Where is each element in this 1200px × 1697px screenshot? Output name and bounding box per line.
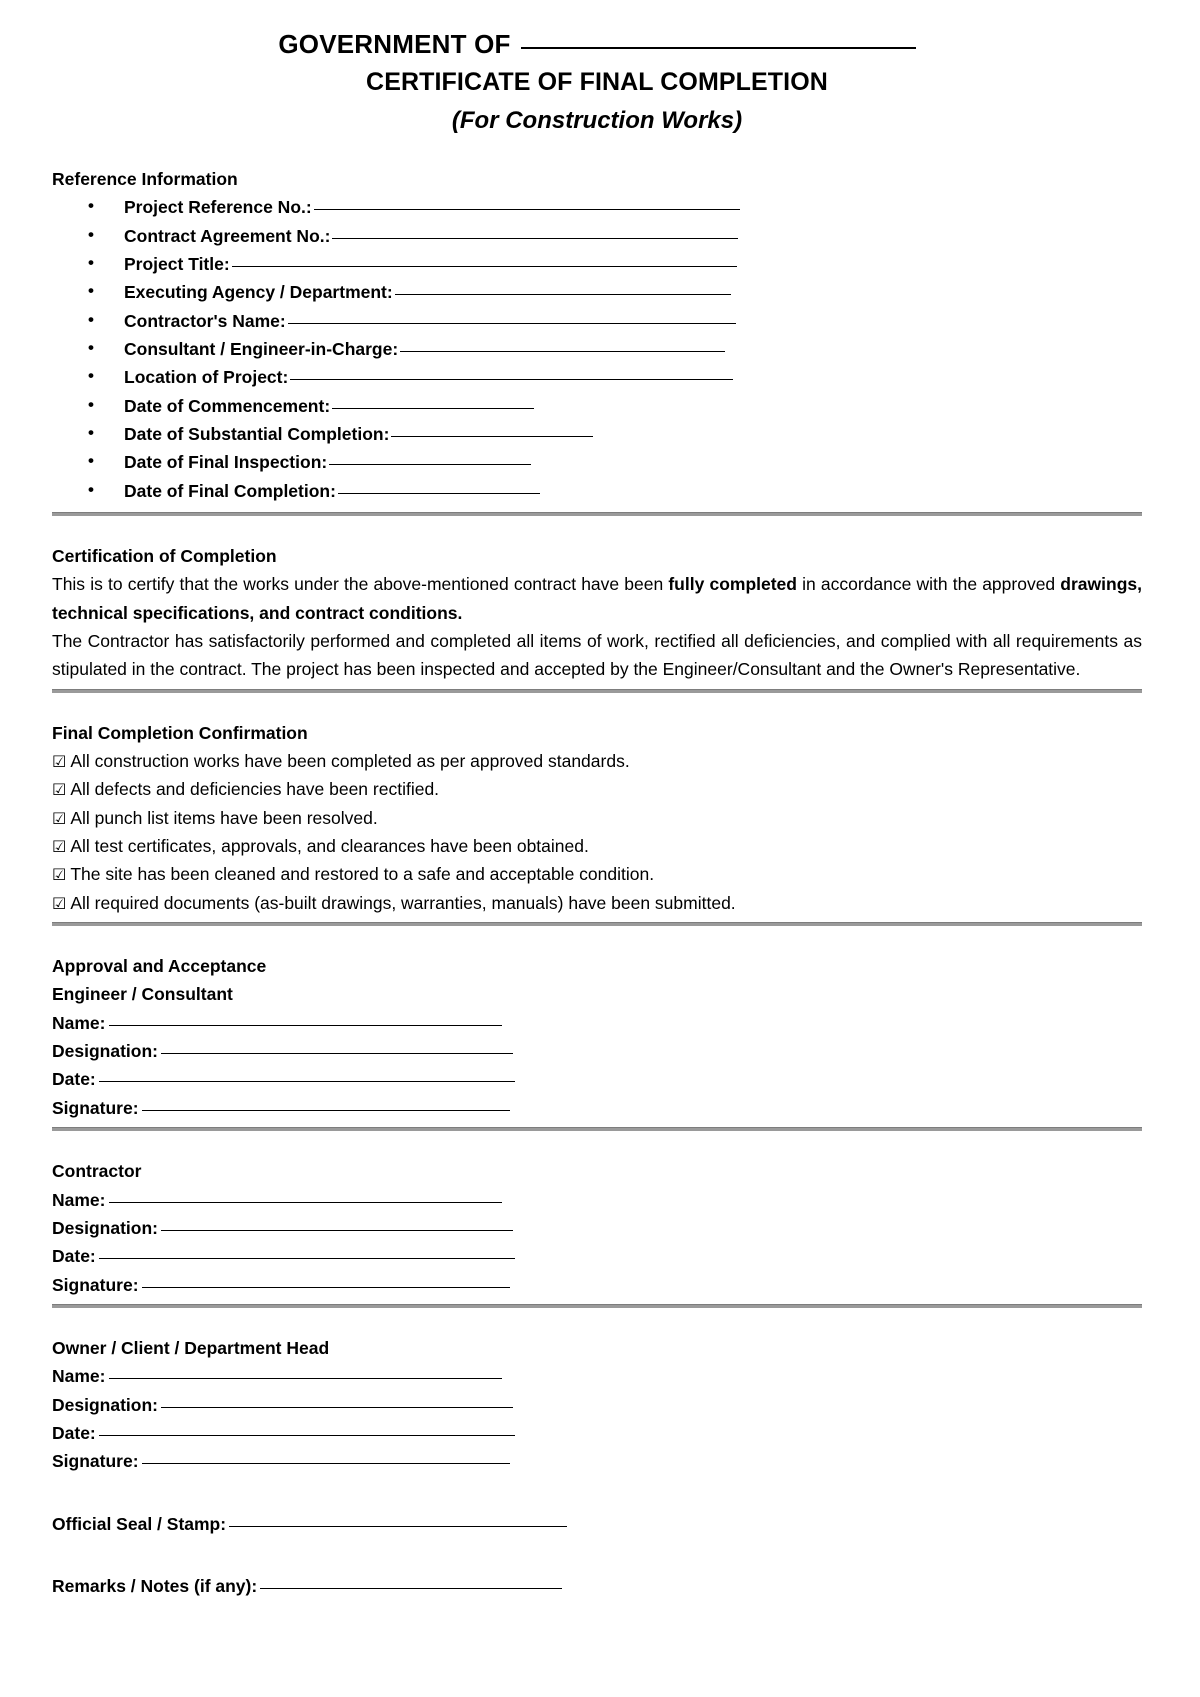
approval-block bbox=[52, 980, 1142, 1122]
reference-item-blank[interactable] bbox=[290, 379, 733, 380]
confirmation-checklist-item[interactable] bbox=[52, 775, 1142, 803]
approval-field-blank[interactable] bbox=[109, 1025, 502, 1026]
page-subtitle: (For Construction Works) bbox=[451, 106, 743, 134]
approval-field-label: Signature: bbox=[52, 1097, 139, 1118]
approval-field-row bbox=[52, 1065, 1142, 1093]
certification-heading: Certification of Completion bbox=[52, 545, 277, 566]
confirmation-checklist-label: The site has been cleaned and restored to a safe and acceptable condition. bbox=[70, 864, 655, 885]
approval-field-label: Designation: bbox=[52, 1394, 158, 1415]
approval-field-row bbox=[52, 1271, 1142, 1299]
approval-field-row bbox=[52, 1362, 1142, 1390]
reference-information-list bbox=[52, 193, 1142, 505]
approval-field-label: Name: bbox=[52, 1366, 106, 1387]
spacer bbox=[52, 693, 1142, 719]
checked-checkbox-icon[interactable]: ☑ bbox=[52, 893, 67, 913]
confirmation-checklist bbox=[52, 747, 1142, 917]
reference-item-label: Location of Project: bbox=[124, 367, 289, 388]
reference-item bbox=[52, 420, 1142, 448]
spacer bbox=[52, 1308, 1142, 1334]
reference-item-label: Date of Commencement: bbox=[124, 395, 331, 416]
certification-section bbox=[52, 542, 1142, 684]
spacer bbox=[52, 516, 1142, 542]
spacer bbox=[52, 505, 1142, 512]
confirmation-checklist-label: All test certificates, approvals, and clearances have been obtained. bbox=[70, 836, 589, 857]
reference-item-label: Date of Final Completion: bbox=[124, 480, 336, 501]
approval-field-label: Signature: bbox=[52, 1274, 139, 1295]
cert-text-2: in accordance with the approved bbox=[796, 574, 1061, 595]
official-seal-blank[interactable] bbox=[229, 1526, 567, 1527]
approval-block-role: Engineer / Consultant bbox=[52, 984, 233, 1005]
reference-item-blank[interactable] bbox=[332, 408, 534, 409]
reference-item-blank[interactable] bbox=[391, 436, 593, 437]
confirmation-checklist-label: All punch list items have been resolved. bbox=[70, 807, 378, 828]
remarks-notes-label: Remarks / Notes (if any): bbox=[52, 1575, 258, 1596]
certification-paragraph-1 bbox=[52, 570, 1142, 627]
spacer bbox=[52, 926, 1142, 952]
reference-item bbox=[52, 307, 1142, 335]
page-title: CERTIFICATE OF FINAL COMPLETION bbox=[366, 67, 828, 96]
approval-field-row bbox=[52, 1037, 1142, 1065]
reference-item-blank[interactable] bbox=[338, 493, 540, 494]
reference-item bbox=[52, 363, 1142, 391]
certification-paragraph-2: The Contractor has satisfactorily performed and completed all items of work, rectified all deficiencies, and complied with all requirements as stipulated in the contract. The project has been inspected and accepted by the Engineer/Consultant and the Owner's Representative. bbox=[52, 631, 1142, 680]
approval-block-role: Owner / Client / Department Head bbox=[52, 1337, 330, 1358]
reference-item-label: Contractor's Name: bbox=[124, 310, 286, 331]
confirmation-checklist-item[interactable] bbox=[52, 747, 1142, 775]
approval-field-row bbox=[52, 1214, 1142, 1242]
page-title-government bbox=[52, 26, 1142, 63]
approval-field-row bbox=[52, 1009, 1142, 1037]
approval-field-label: Date: bbox=[52, 1246, 96, 1267]
approval-blocks-container bbox=[52, 980, 1142, 1475]
reference-item-label: Project Reference No.: bbox=[124, 197, 312, 218]
reference-item-blank[interactable] bbox=[400, 351, 725, 352]
checked-checkbox-icon[interactable]: ☑ bbox=[52, 837, 67, 857]
approval-field-label: Name: bbox=[52, 1012, 106, 1033]
spacer bbox=[52, 1476, 1142, 1510]
approval-field-blank[interactable] bbox=[99, 1258, 515, 1259]
approval-field-blank[interactable] bbox=[142, 1463, 510, 1464]
reference-item bbox=[52, 448, 1142, 476]
checked-checkbox-icon[interactable]: ☑ bbox=[52, 780, 67, 800]
reference-item-label: Project Title: bbox=[124, 253, 230, 274]
reference-item-label: Date of Final Inspection: bbox=[124, 452, 328, 473]
reference-item-label: Executing Agency / Department: bbox=[124, 282, 393, 303]
government-name-blank bbox=[521, 47, 916, 49]
reference-item bbox=[52, 392, 1142, 420]
approval-block bbox=[52, 1157, 1142, 1299]
document-header bbox=[52, 26, 1142, 139]
cert-bold-2: drawings, technical specifications, and contract conditions. bbox=[52, 574, 1142, 623]
reference-item-blank[interactable] bbox=[288, 323, 736, 324]
approval-field-label: Name: bbox=[52, 1189, 106, 1210]
approval-field-row bbox=[52, 1419, 1142, 1447]
reference-item bbox=[52, 335, 1142, 363]
cert-bold-1: fully completed bbox=[668, 574, 797, 595]
approval-field-label: Signature: bbox=[52, 1451, 139, 1472]
spacer bbox=[52, 1131, 1142, 1157]
cert-text-1: This is to certify that the works under the above-mentioned contract have been bbox=[52, 574, 669, 595]
checked-checkbox-icon[interactable]: ☑ bbox=[52, 865, 67, 885]
spacer bbox=[52, 139, 1142, 165]
reference-item bbox=[52, 193, 1142, 221]
official-seal-field bbox=[52, 1510, 1142, 1538]
reference-information-heading: Reference Information bbox=[52, 168, 238, 189]
reference-item-blank[interactable] bbox=[314, 209, 740, 210]
approval-field-row bbox=[52, 1186, 1142, 1214]
reference-item-label: Contract Agreement No.: bbox=[124, 225, 331, 246]
approval-field-blank[interactable] bbox=[109, 1202, 502, 1203]
approval-field-label: Designation: bbox=[52, 1217, 158, 1238]
confirmation-checklist-label: All construction works have been completed as per approved standards. bbox=[70, 751, 630, 772]
official-seal-label: Official Seal / Stamp: bbox=[52, 1513, 227, 1534]
reference-item bbox=[52, 477, 1142, 505]
reference-item bbox=[52, 278, 1142, 306]
reference-item bbox=[52, 222, 1142, 250]
approval-and-acceptance-heading: Approval and Acceptance bbox=[52, 956, 267, 977]
approval-field-blank[interactable] bbox=[142, 1110, 510, 1111]
approval-field-label: Designation: bbox=[52, 1041, 158, 1062]
reference-item bbox=[52, 250, 1142, 278]
reference-item-label: Consultant / Engineer-in-Charge: bbox=[124, 338, 399, 359]
approval-block-role: Contractor bbox=[52, 1161, 142, 1182]
approval-field-label: Date: bbox=[52, 1069, 96, 1090]
confirmation-checklist-item[interactable] bbox=[52, 860, 1142, 888]
final-completion-confirmation-heading: Final Completion Confirmation bbox=[52, 722, 308, 743]
spacer bbox=[52, 1538, 1142, 1572]
approval-field-row bbox=[52, 1447, 1142, 1475]
approval-field-blank[interactable] bbox=[109, 1378, 502, 1379]
approval-block bbox=[52, 1334, 1142, 1476]
approval-field-blank[interactable] bbox=[99, 1081, 515, 1082]
confirmation-checklist-item[interactable] bbox=[52, 804, 1142, 832]
checked-checkbox-icon[interactable]: ☑ bbox=[52, 808, 67, 828]
approval-field-blank[interactable] bbox=[142, 1287, 510, 1288]
approval-field-label: Date: bbox=[52, 1422, 96, 1443]
approval-field-blank[interactable] bbox=[161, 1230, 513, 1231]
approval-field-blank[interactable] bbox=[161, 1407, 513, 1408]
approval-field-blank[interactable] bbox=[161, 1053, 513, 1054]
approval-and-acceptance-section bbox=[52, 952, 1142, 1476]
final-completion-confirmation-section bbox=[52, 719, 1142, 917]
reference-item-blank[interactable] bbox=[395, 294, 731, 295]
reference-item-blank[interactable] bbox=[232, 266, 737, 267]
confirmation-checklist-label: All defects and deficiencies have been rectified. bbox=[70, 779, 440, 800]
checked-checkbox-icon[interactable]: ☑ bbox=[52, 752, 67, 772]
remarks-notes-field bbox=[52, 1572, 1142, 1600]
reference-item-blank[interactable] bbox=[332, 238, 738, 239]
confirmation-checklist-label: All required documents (as-built drawings, warranties, manuals) have been submitted. bbox=[70, 892, 736, 913]
confirmation-checklist-item[interactable] bbox=[52, 889, 1142, 917]
government-of-label: GOVERNMENT OF bbox=[278, 29, 511, 59]
approval-field-row bbox=[52, 1094, 1142, 1122]
approval-field-row bbox=[52, 1242, 1142, 1270]
remarks-notes-blank[interactable] bbox=[260, 1588, 562, 1589]
reference-information-section bbox=[52, 165, 1142, 505]
reference-item-blank[interactable] bbox=[329, 464, 531, 465]
confirmation-checklist-item[interactable] bbox=[52, 832, 1142, 860]
reference-item-label: Date of Substantial Completion: bbox=[124, 423, 390, 444]
approval-field-blank[interactable] bbox=[99, 1435, 515, 1436]
approval-field-row bbox=[52, 1391, 1142, 1419]
